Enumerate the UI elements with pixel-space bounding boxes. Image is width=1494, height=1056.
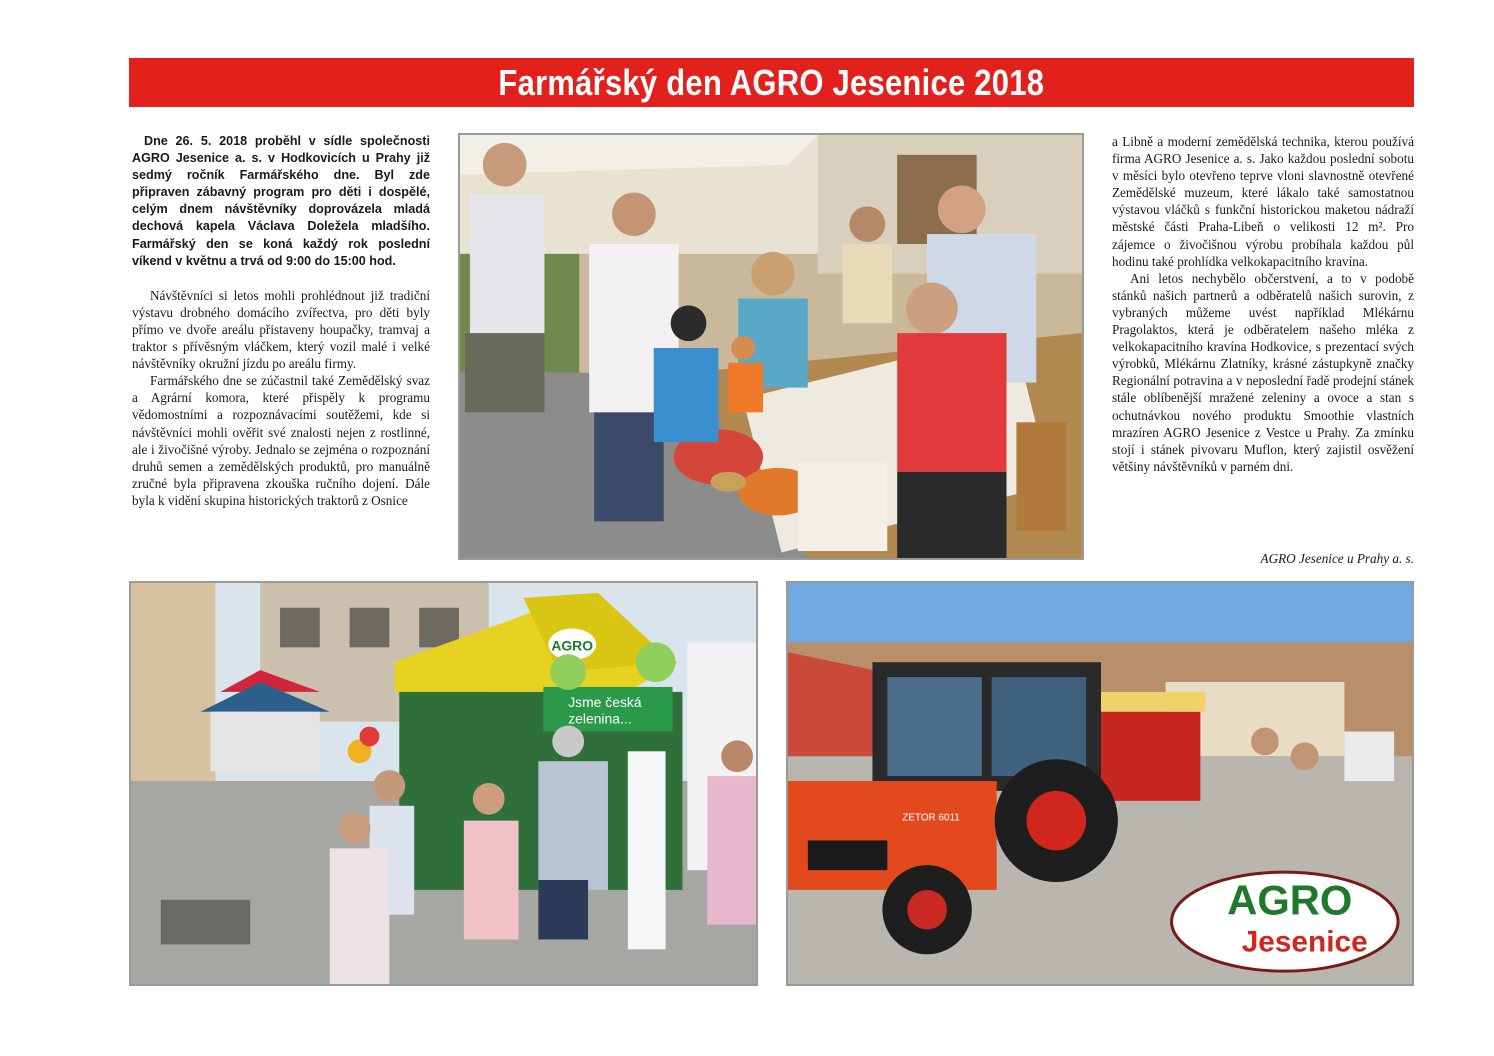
photo-tractor-illustration xyxy=(788,583,1412,984)
photo-visitors-illustration xyxy=(460,135,1082,558)
tractor-badge: ZETOR 6011 xyxy=(902,812,960,824)
photo-tractor xyxy=(786,581,1414,986)
photo-agro-tents xyxy=(129,581,758,986)
paragraph: Ani letos nechybělo občerstvení, a to v podobě stánků našich partnerů a odběratelů našich surovin, z vybraných můžeme uvést například Mlékárnu Pragolaktos, která je odběratelem našeho mléka z velkokapacitního kravína Hodkovice, s prezentací svých výrobků, Mlékárnu Zlatníky, krásné zástupkyně značky Regionální potravina a v neposlední řadě prodejní stánek stále oblíbenější mražené zeleniny a ovoce a stan s ochutnávkou nového produktu Smoothie vlastních mrazíren AGRO Jesenice z Vestce u Prahy. Za zmínku stojí i stánek pivovaru Muflon, který zajistil osvěžení většiny návštěvníků v parném dni. xyxy=(1112,270,1414,474)
headline-bar xyxy=(129,58,1414,107)
article-lead: Dne 26. 5. 2018 proběhl v sídle společnosti AGRO Jesenice a. s. v Hodkovicích u Prahy již sedmý ročník Farmářského dne. Byl zde připraven zábavný program pro děti i dospělé, celým dnem návštěvníky doprovázela mladá dechová kapela Václava Doležela mladšího. Farmářský den se koná každý rok poslední víkend v květnu a trvá od 9:00 do 15:00 hod. xyxy=(132,134,430,268)
logo-agro-text: AGRO xyxy=(1227,876,1353,924)
article-title: Farmářský den AGRO Jesenice 2018 xyxy=(498,61,1045,103)
text-column-left xyxy=(132,133,430,509)
logo-jesenice-text: Jesenice xyxy=(1241,925,1368,959)
tent-banner-line-2: zelenina... xyxy=(568,710,632,727)
article-signature: AGRO Jesenice u Prahy a. s. xyxy=(1260,551,1414,566)
text-column-right xyxy=(1112,133,1414,475)
paragraph: a Libně a moderní zemědělská technika, kterou používá firma AGRO Jesenice a. s. Jako každou poslední sobotu v měsíci bylo otevřeno teprve vloni slavnostně otevřené Zemědělské muzeum, které lákalo také samostatnou výstavou vláčků s funkční historickou maketou nádraží městské části Praha-Libeň o velikosti 12 m². Pro zájemce o živočišnou výrobu probíhala každou půl hodinu také prohlídka velkokapacitního kravína. xyxy=(1112,134,1414,269)
photo-visitors-at-stand xyxy=(458,133,1084,560)
paragraph: Návštěvníci si letos mohli prohlédnout již tradiční výstavu drobného domácího zvířectva, pro děti byly přímo ve dvoře areálu přistaveny houpačky, tramvaj a traktor s přívěsným vláčkem, který vozil malé i velké návštěvníky okružní jízdu po areálu firmy. xyxy=(132,287,430,372)
tent-logo-text: AGRO xyxy=(551,637,594,654)
photo-tents-illustration xyxy=(131,583,756,984)
tent-banner-line-1: Jsme česká xyxy=(568,693,642,710)
paragraph: Farmářského dne se zúčastnil také Zemědělský svaz a Agrární komora, které přispěly k programu vědomostními a rozpoznávacími soutěžemi, kde si návštěvníci mohli ověřit své znalosti nejen z rostlinné, ale i živočišné výroby. Jednalo se zejména o rozpoznání druhů semen a zemědělských produktů, pro manuálně zručné byla připravena zkouška ručního dojení. Dále byla k vidění skupina historických traktorů z Osnice xyxy=(132,373,430,508)
